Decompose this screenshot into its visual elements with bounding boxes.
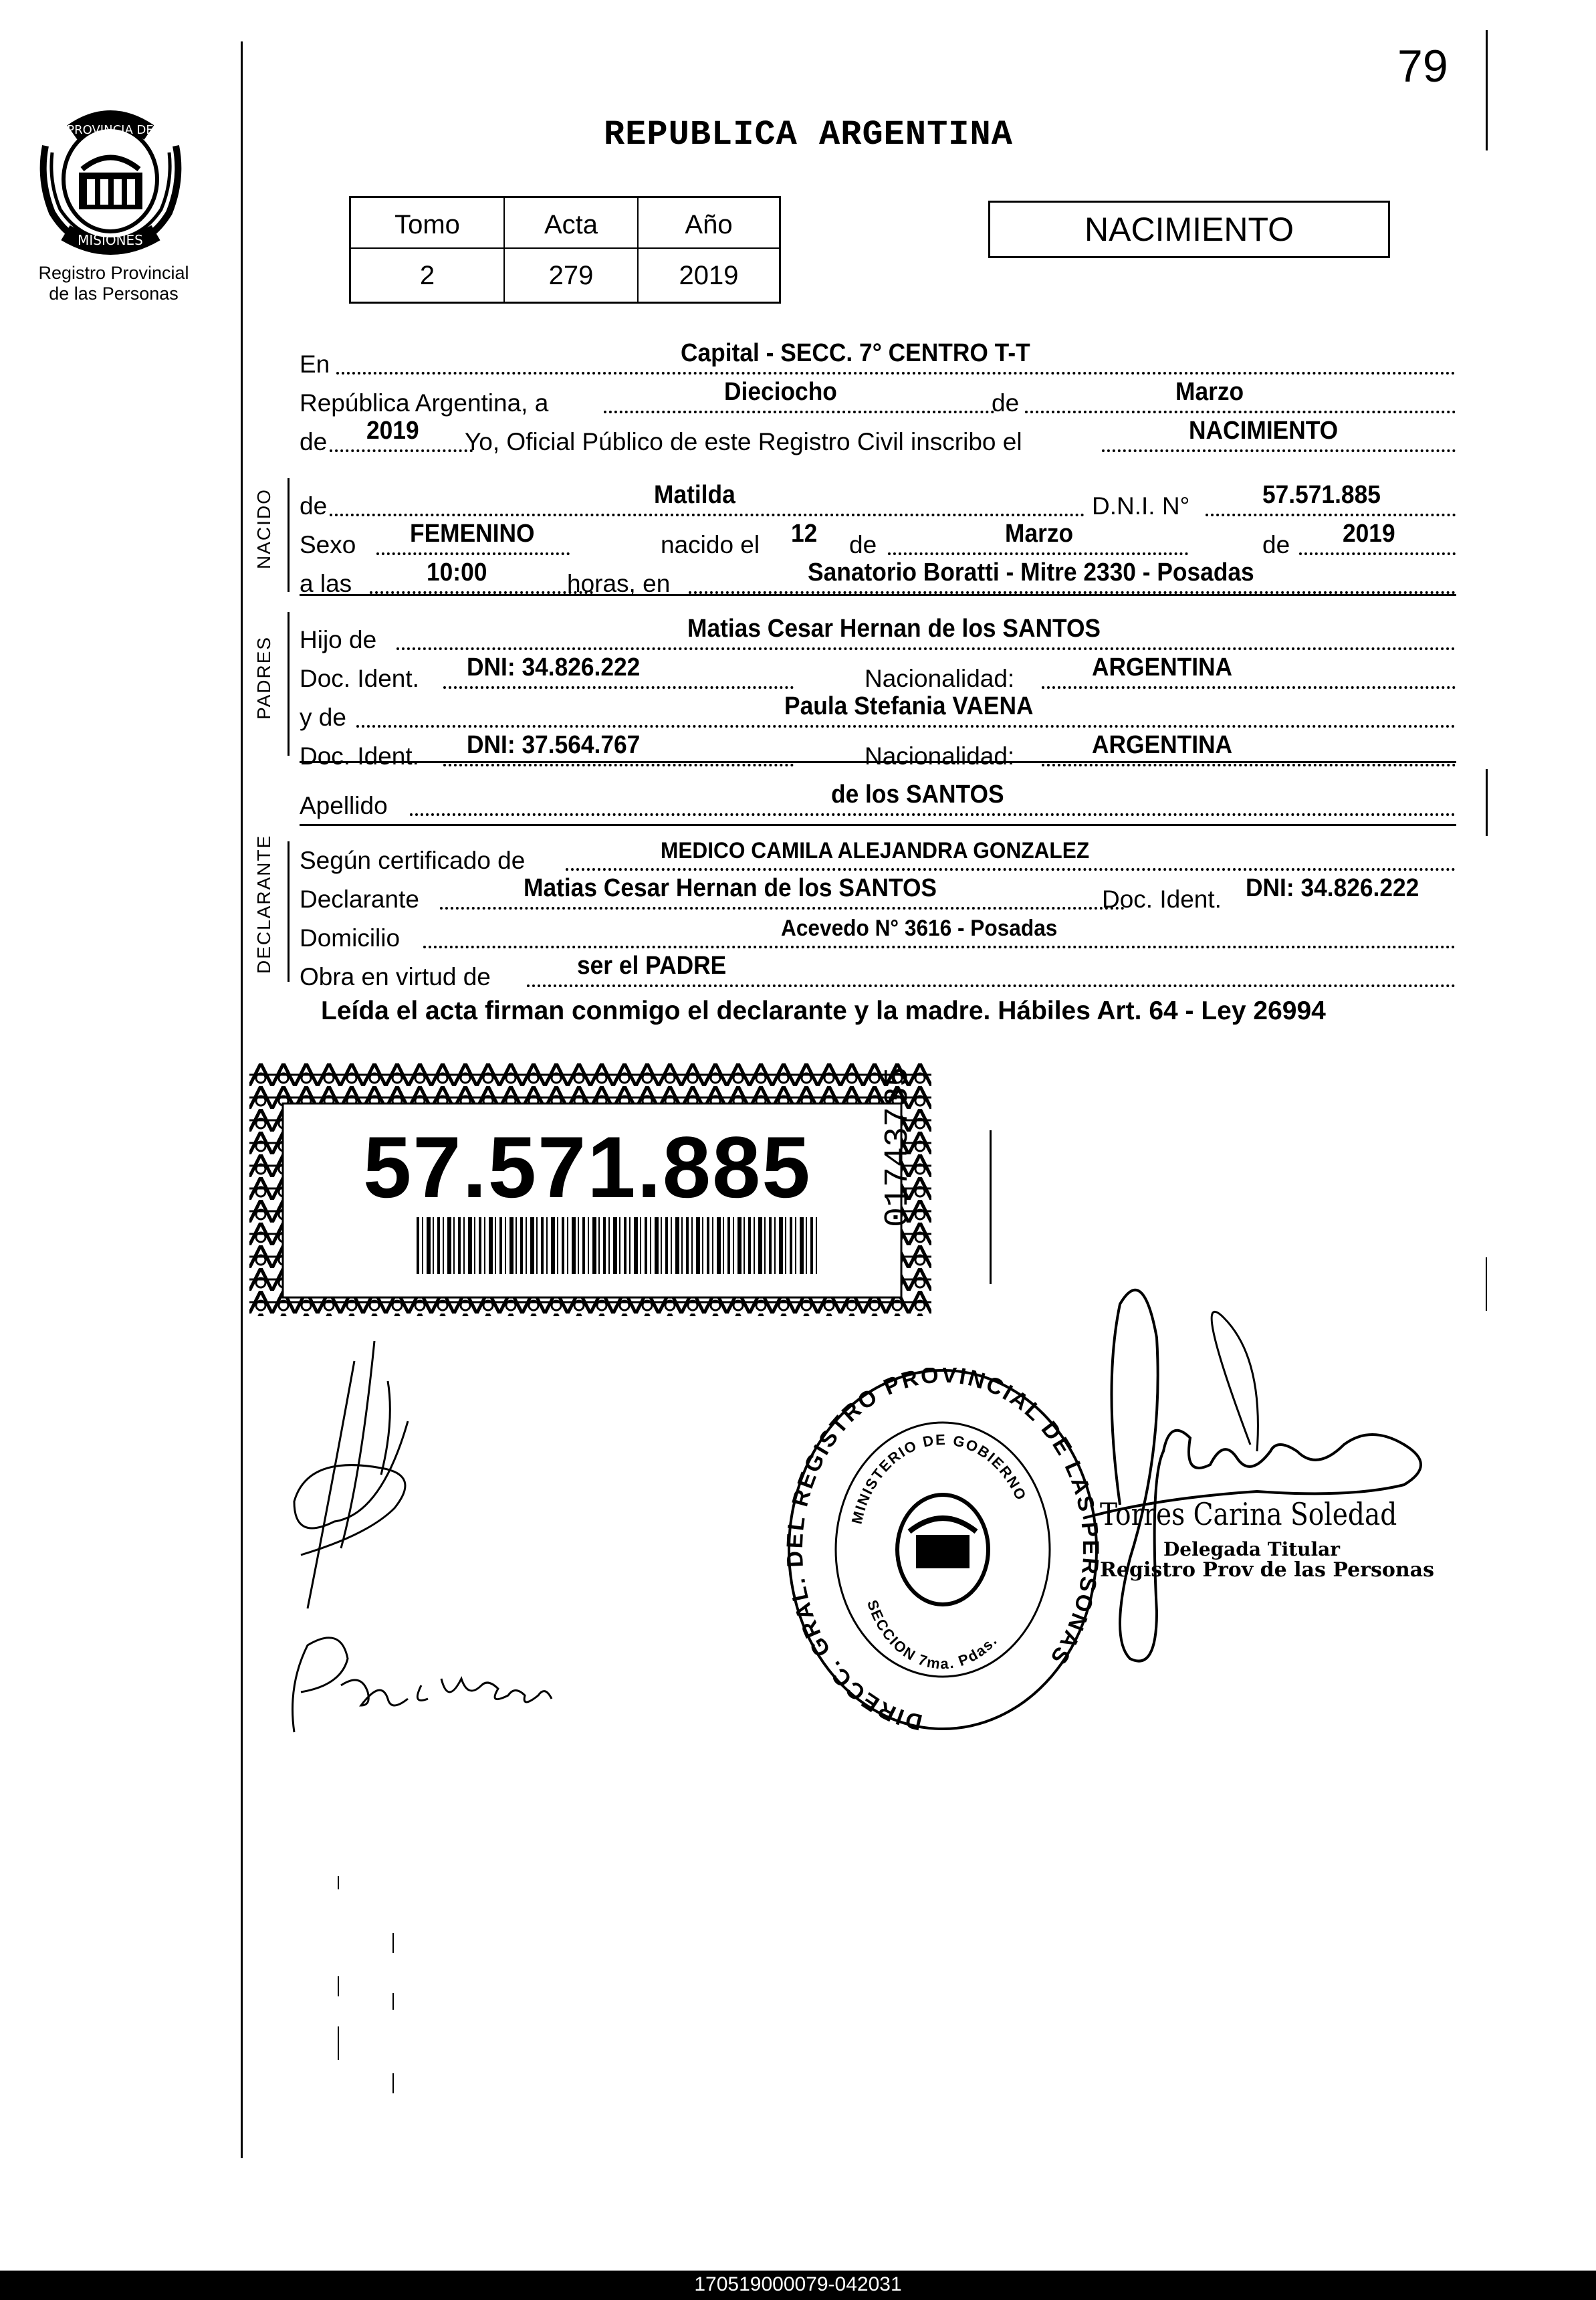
line-mother-doc [300, 733, 1456, 772]
value-declarante-doc: DNI: 34.826.222 [1246, 874, 1419, 902]
record-table [349, 196, 781, 304]
label-apellido: Apellido [300, 792, 388, 819]
table-value-acta: 279 [548, 261, 594, 290]
label-mother-nationality: Nacionalidad: [865, 742, 1015, 770]
stamp-outer-text: DIRECC. GRAL. L REGISTRO PROVINCIAL DE LAS SONAS [786, 1368, 1100, 1732]
label-dni: D.N.I. N° [1092, 492, 1190, 520]
table-header-ano: Año [685, 210, 733, 239]
line-father [300, 617, 1456, 655]
act-type-box [988, 201, 1390, 258]
label-horas: horas, en [567, 570, 671, 597]
mark-1 [338, 1876, 339, 1889]
label-hijo-de: Hijo de [300, 626, 377, 653]
registry-label [20, 263, 207, 304]
line-mother [300, 694, 1456, 733]
table-header-tomo: Tomo [394, 210, 460, 239]
left-margin-line [241, 41, 243, 2158]
value-mother-nationality: ARGENTINA [1092, 731, 1233, 759]
nacido-separator [300, 594, 1456, 596]
value-birth-place: Sanatorio Boratti - Mitre 2330 - Posadas [808, 558, 1254, 587]
table-value-tomo: 2 [419, 261, 435, 290]
label-sexo: Sexo [300, 531, 356, 558]
line-declarante [300, 876, 1456, 915]
sticker-number: 57.571.885 [363, 1118, 812, 1216]
label-nacido-el: nacido el [661, 531, 760, 558]
line-domicilio [300, 915, 1456, 954]
line-certificado [300, 837, 1456, 876]
value-act: NACIMIENTO [1189, 417, 1339, 445]
official-name: Torres Carina Soledad [1100, 1496, 1397, 1532]
label-father-doc: Doc. Ident. [300, 665, 419, 692]
right-margin-line [1486, 30, 1488, 150]
sticker-side-code: 01743735 [879, 1066, 917, 1227]
stamp-inner-text: MINISTERIO DE GOBIERNO [848, 1431, 1030, 1526]
table-value-ano: 2019 [679, 261, 739, 290]
apellido-separator [300, 824, 1456, 826]
mother-signature [267, 1632, 562, 1739]
mark-5 [392, 1993, 394, 2010]
value-time: 10:00 [427, 558, 487, 587]
line-nacido-name [300, 483, 1456, 522]
value-father-name: Matias Cesar Hernan de los SANTOS [687, 615, 1101, 643]
official-role: Delegada Titular [1163, 1538, 1341, 1560]
line-apellido [300, 782, 1456, 821]
value-child-name: Matilda [654, 481, 735, 509]
province-seal [32, 106, 189, 256]
label-obra: Obra en virtud de [300, 963, 491, 990]
label-declarante: Declarante [300, 885, 419, 913]
value-declarante: Matias Cesar Hernan de los SANTOS [524, 874, 937, 902]
section-declarante-label: DECLARANTE [253, 834, 274, 974]
value-mother-name: Paula Stefania VAENA [784, 692, 1034, 720]
mark-3 [338, 2026, 339, 2060]
label-certificado: Según certificado de [300, 847, 526, 874]
section-padres-label: PADRES [253, 635, 274, 720]
section-nacido-label: NACIDO [253, 488, 274, 569]
value-father-doc: DNI: 34.826.222 [467, 653, 641, 682]
label-en: En [300, 350, 330, 378]
label-officer: Yo, Oficial Público de este Registro Civil inscribo el [465, 428, 1022, 455]
label-domicilio: Domicilio [300, 924, 401, 952]
mark-2 [338, 1976, 339, 1996]
registry-stamp [786, 1368, 1100, 1732]
value-certificado: MEDICO CAMILA ALEJANDRA GONZALEZ [661, 838, 1090, 863]
sticker-side-bracket [990, 1130, 992, 1284]
declarant-signature [281, 1341, 441, 1622]
line-republica [300, 380, 1456, 419]
value-sex: FEMENINO [410, 520, 535, 548]
registry-label-line2: de las Personas [49, 284, 179, 304]
line-nacido-sex [300, 522, 1456, 560]
label-y-de: y de [300, 704, 346, 731]
svg-text:MISIONES: MISIONES [78, 232, 143, 248]
value-day: Dieciocho [724, 378, 837, 406]
label-father-nationality: Nacionalidad: [865, 665, 1015, 692]
label-year-de: de [300, 428, 328, 455]
line-en [300, 341, 1456, 380]
label-birth-year-de: de [1262, 531, 1290, 558]
official-office: Registro Prov de las Personas [1100, 1558, 1435, 1582]
value-birth-year: 2019 [1343, 520, 1395, 548]
label-republica: República Argentina, a [300, 389, 549, 417]
value-birth-month: Marzo [1005, 520, 1074, 548]
mark-4 [392, 1933, 394, 1953]
label-a-las: a las [300, 570, 352, 597]
closing-text: Leída el acta firman conmigo el declarante y la madre. Hábiles Art. 64 - Ley 26994 [321, 997, 1326, 1025]
value-birth-day: 12 [791, 520, 818, 548]
official-signature [1056, 1277, 1444, 1672]
value-year: 2019 [366, 417, 419, 445]
table-header-acta: Acta [544, 210, 598, 239]
label-declarante-doc: Doc. Ident. [1102, 885, 1222, 913]
line-obra [300, 954, 1456, 992]
line-officer [300, 419, 1456, 457]
stamp-bottom-text: SECCION 7ma. Pdas. [864, 1598, 1001, 1673]
line-father-doc [300, 655, 1456, 694]
sticker-barcode [417, 1217, 818, 1274]
value-child-dni: 57.571.885 [1262, 481, 1381, 509]
right-margin-line-2 [1486, 769, 1488, 836]
registry-label-line1: Registro Provincial [38, 263, 189, 283]
value-obra: ser el PADRE [577, 952, 727, 980]
value-mother-doc: DNI: 37.564.767 [467, 731, 641, 759]
value-apellido: de los SANTOS [831, 780, 1004, 809]
nacido-bracket [288, 478, 290, 592]
value-father-nationality: ARGENTINA [1092, 653, 1233, 682]
padres-bracket [288, 612, 290, 756]
value-month: Marzo [1175, 378, 1244, 406]
page-title: REPUBLICA ARGENTINA [604, 115, 1013, 154]
label-de: de [992, 389, 1020, 417]
id-sticker [249, 1063, 931, 1316]
label-birth-de: de [849, 531, 877, 558]
label-nacido-de: de [300, 492, 328, 520]
value-place: Capital - SECC. 7° CENTRO T-T [681, 339, 1030, 367]
mark-6 [392, 2073, 394, 2093]
page-number: 79 [1397, 41, 1448, 92]
padres-separator [300, 761, 1456, 763]
value-domicilio: Acevedo N° 3616 - Posadas [781, 916, 1058, 941]
svg-text:SECCION 7ma. Pdas. [864, 1598, 1001, 1672]
act-type-label: NACIMIENTO [1085, 211, 1294, 248]
label-mother-doc: Doc. Ident. [300, 742, 419, 770]
footer-code: 170519000079-042031 [694, 2273, 902, 2295]
right-margin-line-3 [1486, 1257, 1487, 1311]
svg-text:PROVINCIA DE: PROVINCIA DE [67, 123, 154, 137]
declarante-bracket [288, 841, 290, 982]
